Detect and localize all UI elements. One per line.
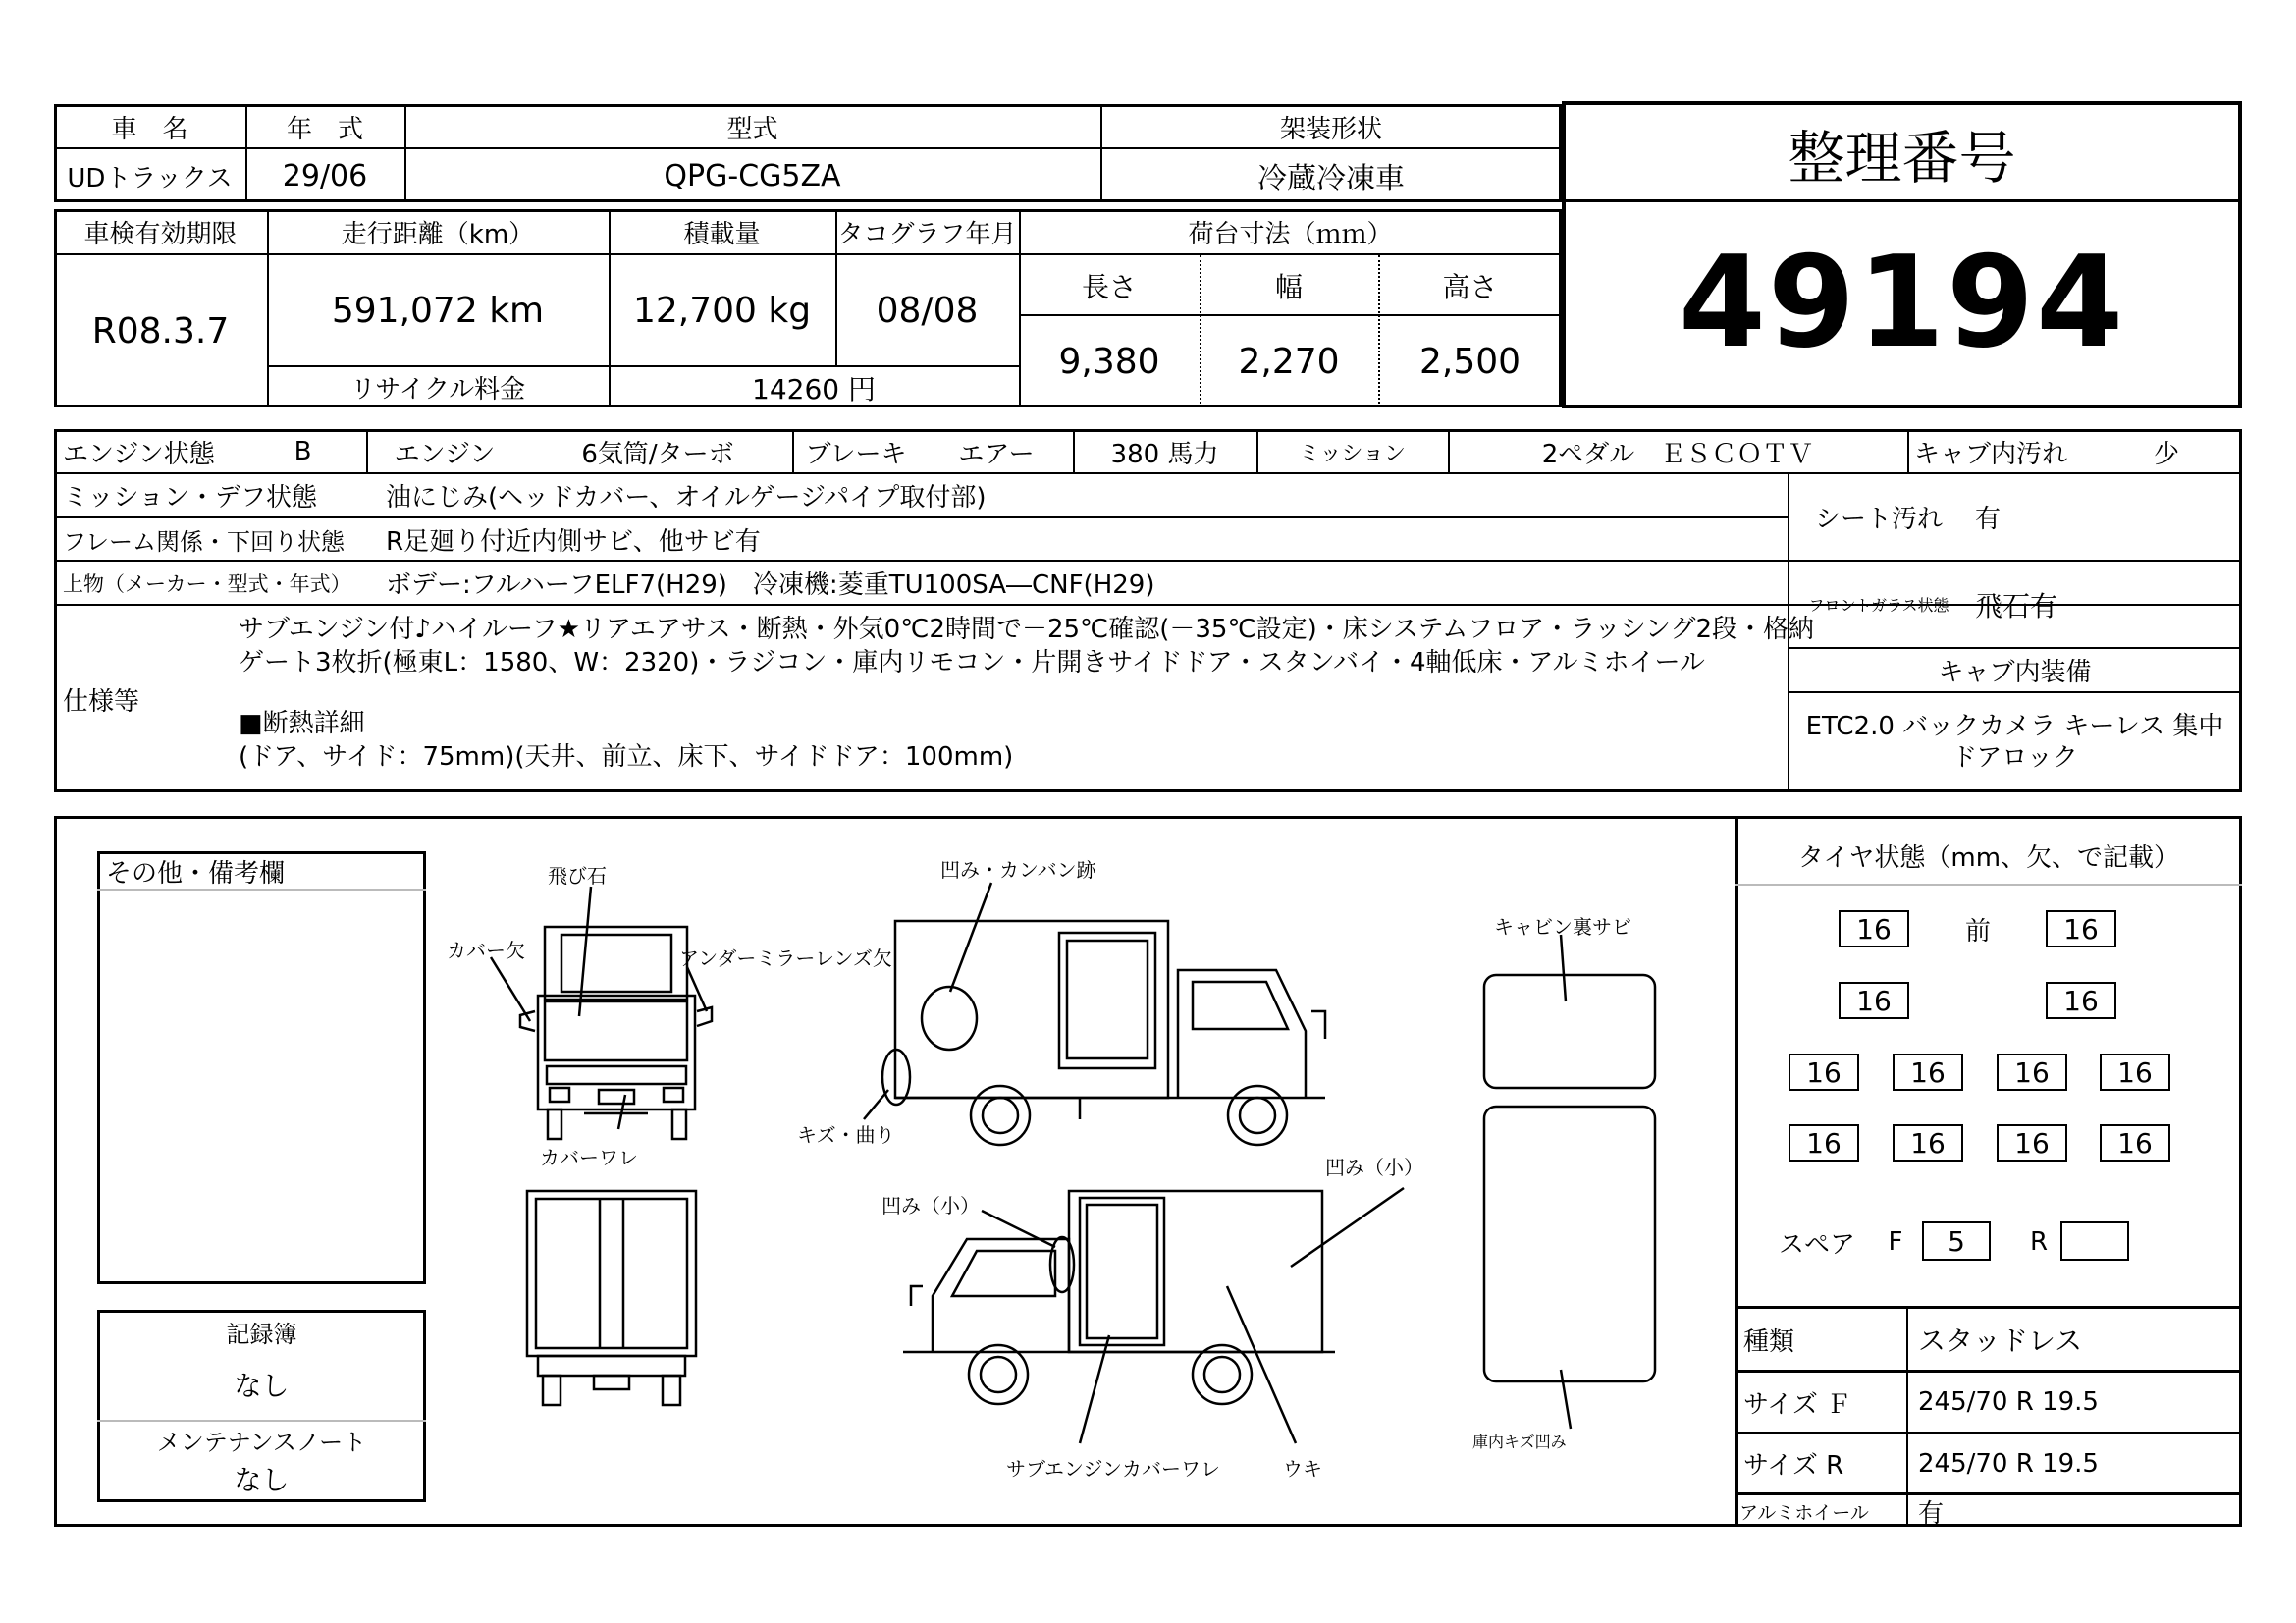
cab-equip-value: ETC2.0 バックカメラ キーレス 集中ドアロック [1805,712,2224,773]
label-scratch-bend: キズ・曲り [797,1123,895,1147]
label-cover-missing: カバー欠 [447,939,525,962]
maintenance-value: なし [234,1464,290,1496]
height-label: 高さ [1442,271,1498,303]
tire-front-left: 16 [1839,910,1909,947]
cargo-floor-view [1484,975,1655,1381]
tire-type-value: スタッドレス [1918,1325,2083,1357]
engine-value: 6気筒/ターボ [581,439,734,469]
spec-line-2: ゲート3枚折(極東L：1580、W：2320)・ラジコン・庫内リモコン・片開きサイドドア・スタンバイ・4軸低床・アルミホイール [239,648,1705,677]
tire-row4-1: 16 [1789,1124,1859,1162]
tire-row2-right: 16 [2046,982,2116,1019]
size-r-label: サイズ R [1743,1451,1844,1481]
cab-dirt-label: キャブ内汚れ [1914,439,2068,469]
size-f-value: 245/70 R 19.5 [1918,1387,2099,1417]
body-value: ボデー:フルハーフELF7(H29) 冷凍機:菱重TU100SA―CNF(H29) [386,570,1155,600]
frame-value: R足廻り付近内側サビ、他サビ有 [386,526,761,557]
spec-line-3: ■断熱詳細 [239,709,365,738]
label-dent-small-front: 凹み（小） [881,1194,980,1217]
label-inner-dent: 庫内キズ凹み [1472,1433,1567,1451]
diff-value: 油にじみ(ヘッドカバー、オイルゲージパイプ取付部) [386,483,987,513]
body-label: 上物（メーカー・型式・年式） [63,571,351,596]
body-type-value: 冷蔵冷凍車 [1257,162,1405,196]
reference-label: 整理番号 [1788,124,2016,191]
label-cabin-rust: キャビン裏サビ [1494,915,1631,939]
cab-dirt-value: 少 [2153,439,2179,469]
capacity-value: 12,700 kg [632,290,812,331]
model-value: QPG-CG5ZA [664,158,841,193]
tacho-label: タコグラフ年月 [837,220,1017,249]
tire-front-right: 16 [2046,910,2116,947]
spec-label: 仕様等 [63,686,140,717]
tire-row4-4: 16 [2100,1124,2170,1162]
truck-side-view-left [895,921,1325,1145]
bed-size-label: 荷台寸法（ｍｍ） [1188,220,1393,249]
size-f-label: サイズ Ｆ [1743,1389,1852,1420]
seat-value: 有 [1975,505,2002,534]
inspection-label: 車検有効期限 [83,220,238,249]
engine-state-value: B [294,437,312,466]
height-value: 2,500 [1418,342,1522,382]
length-value: 9,380 [1058,342,1160,382]
capacity-label: 積載量 [683,220,761,249]
alu-wheel-label: アルミホイール [1739,1501,1869,1524]
spare-r-label: R [2029,1227,2049,1257]
tire-title: タイヤ状態（mm、欠、で記載） [1797,842,2180,873]
label-flying-stone: 飛び石 [548,864,607,888]
tacho-value: 08/08 [876,290,979,331]
diff-label: ミッション・デフ状態 [63,483,317,513]
truck-side-view-right [903,1191,1335,1404]
record-value: なし [234,1370,290,1402]
width-value: 2,270 [1238,342,1340,382]
mileage-value: 591,072 km [331,290,545,331]
recycle-value: 14260 円 [752,372,876,406]
mission-value: 2ペダル ＥＳＣＯＴＶ [1541,439,1814,469]
tire-row3-3: 16 [1997,1054,2067,1091]
brake-value: エアー [958,439,1035,469]
cab-equip-label: キャブ内装備 [1938,658,2092,687]
label-dent-sign: 凹み・カンバン跡 [940,858,1096,882]
engine-state-label: エンジン状態 [63,439,215,469]
tire-row4-2: 16 [1893,1124,1963,1162]
tire-front-label: 前 [1964,916,1991,947]
model-label: 型式 [726,114,778,144]
year-label: 年 式 [286,114,363,144]
year-value: 29/06 [282,158,368,193]
maker-value: UDトラックス [67,163,233,193]
engine-label: エンジン [394,439,496,469]
mission-label: ミッション [1298,441,1407,466]
spare-r-value [2060,1221,2129,1261]
spec-line-4: (ドア、サイド：75mm)(天井、前立、床下、サイドドア：100mm) [239,742,1014,772]
tire-type-label: 種類 [1743,1326,1795,1357]
alu-wheel-value: 有 [1918,1498,1945,1529]
seat-label: シート汚れ [1814,505,1943,534]
other-remarks-label: その他・備考欄 [106,858,286,889]
label-float: ウキ [1283,1457,1322,1481]
glass-value: 飛石有 [1975,589,2058,622]
tire-row3-1: 16 [1789,1054,1859,1091]
glass-label: フロントガラス状態 [1808,596,1949,615]
brake-label: ブレーキ [805,439,907,469]
spare-label: スペア [1779,1229,1856,1260]
horsepower-value: 380 馬力 [1110,439,1219,469]
label-cover-crack: カバーワレ [540,1146,638,1169]
length-label: 長さ [1081,271,1137,303]
spare-f-value: 5 [1922,1221,1991,1261]
frame-label: フレーム関係・下回り状態 [63,527,346,556]
label-under-mirror: アンダーミラーレンズ欠 [679,947,892,970]
body-type-label: 架装形状 [1279,114,1382,144]
maker-label: 車 名 [111,114,188,144]
inspection-value: R08.3.7 [91,311,230,352]
tire-row3-4: 16 [2100,1054,2170,1091]
width-label: 幅 [1274,271,1303,303]
reference-number: 49194 [1678,230,2126,376]
size-r-value: 245/70 R 19.5 [1918,1448,2099,1479]
record-label: 記録簿 [226,1320,297,1348]
maintenance-label: メンテナンスノート [156,1428,367,1456]
tire-row4-3: 16 [1997,1124,2067,1162]
label-dent-small-body: 凹み（小） [1325,1156,1423,1179]
tire-row2-left: 16 [1839,982,1909,1019]
recycle-label: リサイクル料金 [349,375,526,405]
mileage-label: 走行距離（km） [341,220,535,249]
spare-f-label: F [1888,1227,1903,1257]
label-sub-engine-cover: サブエンジンカバーワレ [1006,1457,1220,1481]
tire-row3-2: 16 [1893,1054,1963,1091]
spec-line-1: サブエンジン付♪ハイルーフ★リアエアサス・断熱・外気0℃2時間で－25℃確認(－35℃設定)・床システムフロア・ラッシング2段・格納 [239,615,1815,644]
truck-rear-view [527,1191,696,1405]
